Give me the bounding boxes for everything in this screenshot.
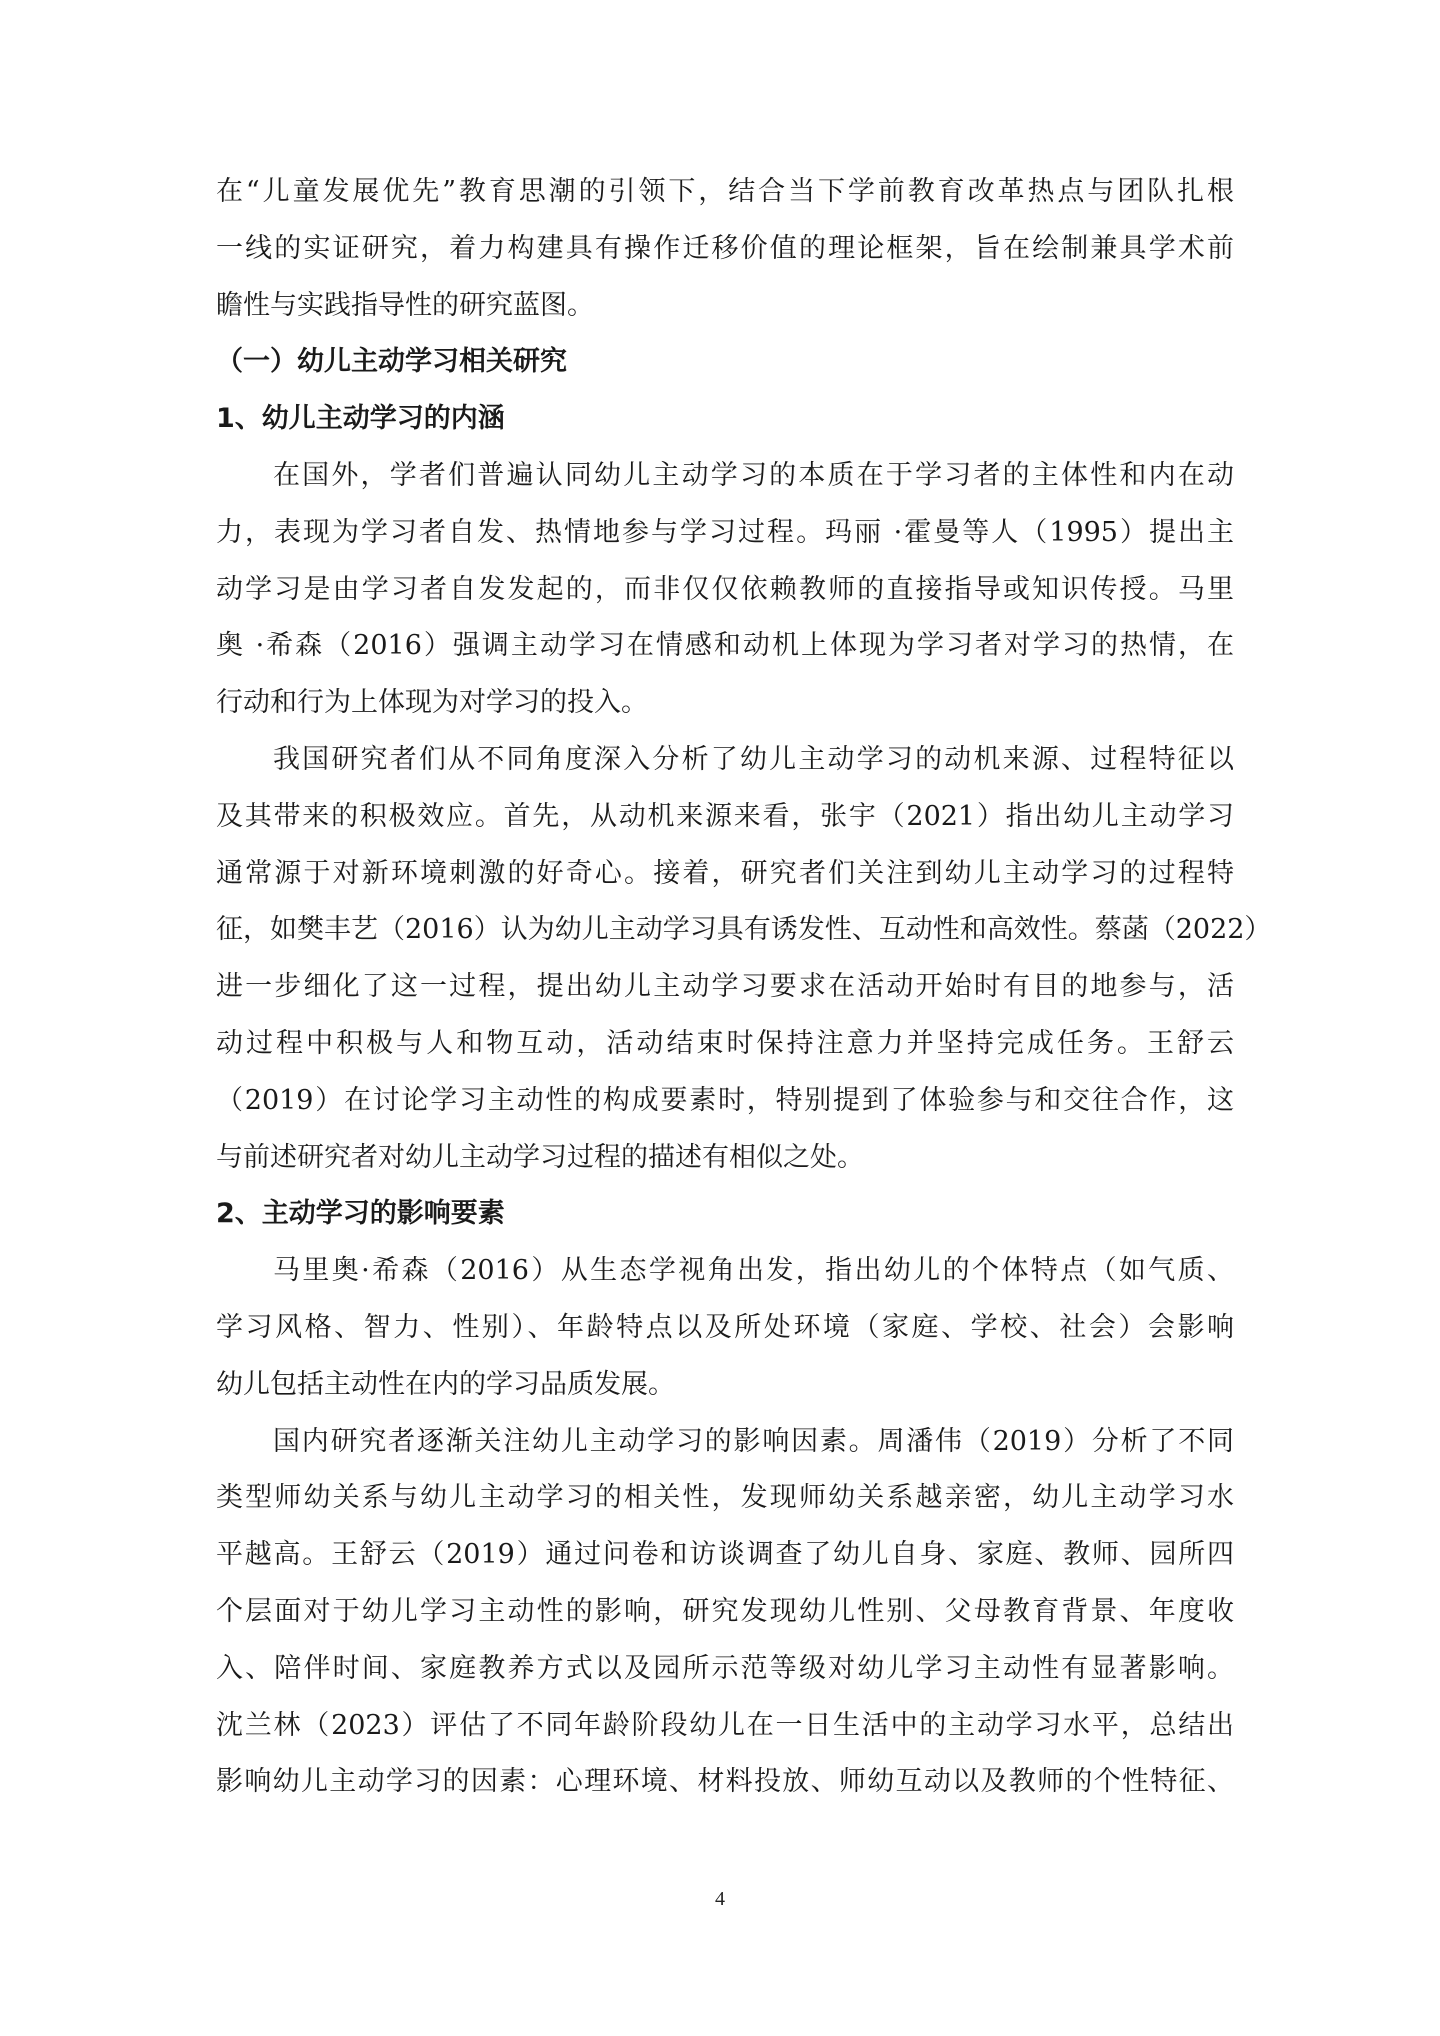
subsection-heading: 2、主动学习的影响要素: [216, 1198, 505, 1230]
paragraph-line: 在“儿童发展优先”教育思潮的引领下，结合当下学前教育改革热点与团队扎根: [216, 176, 1234, 207]
section-heading: （一）幼儿主动学习相关研究: [216, 346, 567, 378]
paragraph-line: 学习风格、智力、性别）、年龄特点以及所处环境（家庭、学校、社会）会影响: [216, 1311, 1234, 1343]
paragraph-line: 幼儿包括主动性在内的学习品质发展。: [216, 1368, 675, 1400]
paragraph-line: 力，表现为学习者自发、热情地参与学习过程。玛丽 ·霍曼等人（1995）提出主: [216, 516, 1234, 548]
page-number: 4: [715, 1888, 725, 1910]
paragraph-line: 在国外，学者们普遍认同幼儿主动学习的本质在于学习者的主体性和内在动: [273, 459, 1234, 491]
paragraph-line: 奥 ·希森（2016）强调主动学习在情感和动机上体现为学习者对学习的热情，在: [216, 630, 1234, 662]
paragraph-line: 类型师幼关系与幼儿主动学习的相关性，发现师幼关系越亲密，幼儿主动学习水: [216, 1482, 1234, 1514]
body-text: [216, 164, 1272, 1811]
paragraph-line: 马里奥·希森（2016）从生态学视角出发，指出幼儿的个体特点（如气质、: [273, 1255, 1234, 1287]
subsection-heading: 1、幼儿主动学习的内涵: [216, 403, 505, 435]
paragraph-line: 与前述研究者对幼儿主动学习过程的描述有相似之处。: [216, 1141, 864, 1173]
paragraph-line: 瞻性与实践指导性的研究蓝图。: [216, 289, 594, 321]
paragraph-line: 通常源于对新环境刺激的好奇心。接着，研究者们关注到幼儿主动学习的过程特: [216, 857, 1234, 889]
paragraph-line: 进一步细化了这一过程，提出幼儿主动学习要求在活动开始时有目的地参与，活: [216, 971, 1234, 1003]
paragraph-line: 我国研究者们从不同角度深入分析了幼儿主动学习的动机来源、过程特征以: [273, 743, 1234, 775]
paragraph-line: 沈兰林（2023）评估了不同年龄阶段幼儿在一日生活中的主动学习水平，总结出: [216, 1709, 1234, 1741]
paragraph-line: 及其带来的积极效应。首先，从动机来源来看，张宇（2021）指出幼儿主动学习: [216, 800, 1234, 832]
paragraph-line: 动过程中积极与人和物互动，活动结束时保持注意力并坚持完成任务。王舒云: [216, 1027, 1234, 1059]
paragraph-line: 平越高。王舒云（2019）通过问卷和访谈调查了幼儿自身、家庭、教师、园所四: [216, 1539, 1234, 1571]
paragraph-line: 国内研究者逐渐关注幼儿主动学习的影响因素。周潘伟（2019）分析了不同: [273, 1425, 1234, 1457]
paragraph-line: （2019）在讨论学习主动性的构成要素时，特别提到了体验参与和交往合作，这: [216, 1084, 1234, 1116]
paragraph-line: 入、陪伴时间、家庭教养方式以及园所示范等级对幼儿学习主动性有显著影响。: [216, 1652, 1234, 1684]
paragraph-line: 动学习是由学习者自发发起的，而非仅仅依赖教师的直接指导或知识传授。马里: [216, 573, 1234, 605]
paragraph-line: 征，如樊丰艺（2016）认为幼儿主动学习具有诱发性、互动性和高效性。蔡菡（2022）: [216, 914, 1272, 946]
paragraph-line: 行动和行为上体现为对学习的投入。: [216, 687, 648, 719]
paragraph-line: 个层面对于幼儿学习主动性的影响，研究发现幼儿性别、父母教育背景、年度收: [216, 1595, 1234, 1627]
paragraph-line: 影响幼儿主动学习的因素：心理环境、材料投放、师幼互动以及教师的个性特征、: [216, 1766, 1234, 1798]
paragraph-line: 一线的实证研究，着力构建具有操作迁移价值的理论框架，旨在绘制兼具学术前: [216, 232, 1234, 264]
